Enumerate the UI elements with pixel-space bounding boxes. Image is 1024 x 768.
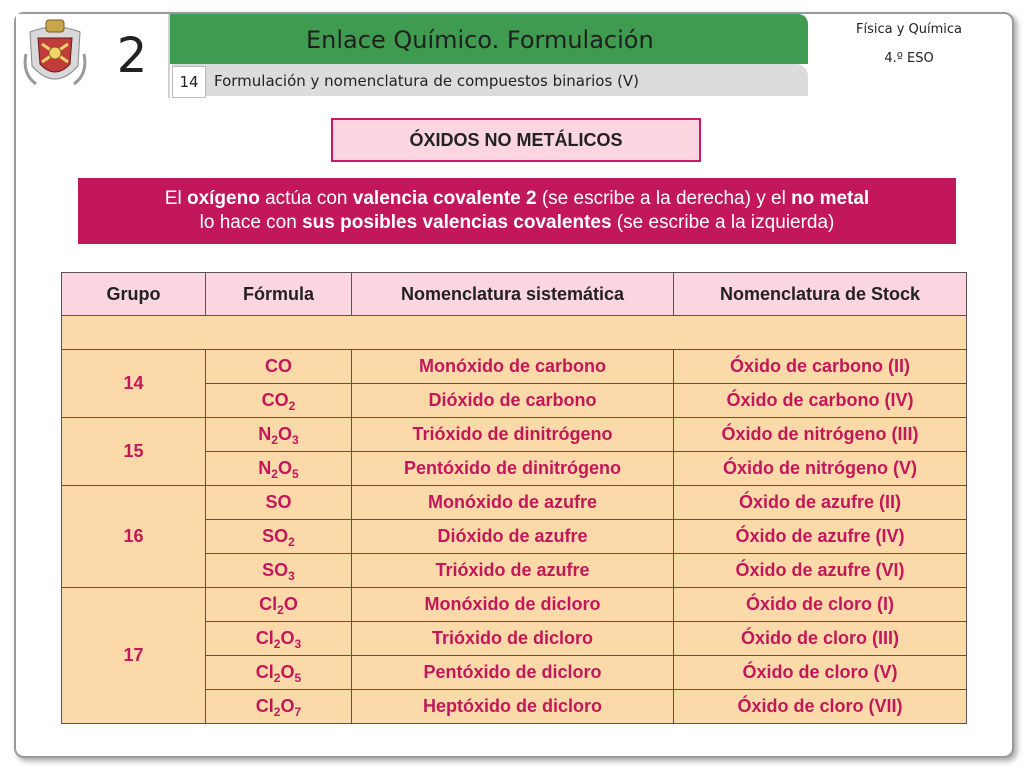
systematic-name-cell: Monóxido de carbono [352, 350, 674, 384]
level-label: 4.º ESO [884, 51, 934, 66]
systematic-name-cell: Pentóxido de dicloro [352, 656, 674, 690]
systematic-name-cell: Dióxido de carbono [352, 384, 674, 418]
info-part: lo hace con [199, 212, 303, 233]
group-cell: 15 [62, 418, 206, 486]
systematic-name-cell: Dióxido de azufre [352, 520, 674, 554]
info-bold: oxígeno [186, 188, 260, 209]
info-banner [78, 178, 956, 244]
stock-name-cell: Óxido de cloro (VII) [674, 690, 967, 724]
systematic-name-cell: Trióxido de dicloro [352, 622, 674, 656]
info-bold: no metal [791, 188, 870, 209]
systematic-name-cell: Pentóxido de dinitrógeno [352, 452, 674, 486]
info-part: (se escribe a la izquierda) [611, 212, 835, 233]
formula-cell: CO [206, 350, 352, 384]
formula-cell: $CO_2$ [206, 384, 352, 418]
stock-name-cell: Óxido de cloro (V) [674, 656, 967, 690]
table-row [62, 350, 967, 384]
formula-cell: $Cl_2O_3$ [206, 622, 352, 656]
formula-cell: $N_2O_3$ [206, 418, 352, 452]
section-title: ÓXIDOS NO METÁLICOS [331, 118, 701, 162]
systematic-name-cell: Monóxido de azufre [352, 486, 674, 520]
stock-name-cell: Óxido de carbono (IV) [674, 384, 967, 418]
formula-cell: $Cl_2O_5$ [206, 656, 352, 690]
table-body [62, 316, 967, 724]
table-row [62, 418, 967, 452]
lesson-number: 14 [172, 66, 206, 98]
stock-name-cell: Óxido de azufre (IV) [674, 520, 967, 554]
info-bold: sus posibles valencias covalentes [302, 212, 612, 233]
stock-name-cell: Óxido de nitrógeno (V) [674, 452, 967, 486]
oxides-table [61, 272, 967, 724]
table-row [62, 588, 967, 622]
school-crest-logo [16, 14, 94, 98]
systematic-name-cell: Trióxido de dinitrógeno [352, 418, 674, 452]
group-cell: 14 [62, 350, 206, 418]
lesson-title: Formulación y nomenclatura de compuestos binarios (V) [214, 72, 640, 90]
formula-cell: $SO_3$ [206, 554, 352, 588]
subject-label: Física y Química [855, 22, 963, 37]
info-part: El [164, 188, 187, 209]
header-group: Grupo [62, 273, 206, 316]
info-text [165, 187, 869, 235]
group-cell: 17 [62, 588, 206, 724]
stock-name-cell: Óxido de azufre (VI) [674, 554, 967, 588]
stock-name-cell: Óxido de cloro (I) [674, 588, 967, 622]
header-formula: Fórmula [206, 273, 352, 316]
page-title: Enlace Químico. Formulación [306, 26, 654, 54]
formula-cell: $Cl_2O_7$ [206, 690, 352, 724]
stock-name-cell: Óxido de azufre (II) [674, 486, 967, 520]
course-info [846, 22, 972, 66]
stock-name-cell: Óxido de carbono (II) [674, 350, 967, 384]
info-bold: valencia covalente 2 [352, 188, 537, 209]
table-header-row [62, 273, 967, 316]
unit-number: 2 [96, 14, 170, 98]
info-part: (se escribe a la derecha) y el [536, 188, 792, 209]
formula-cell: $SO_2$ [206, 520, 352, 554]
formula-cell: $Cl_2O$ [206, 588, 352, 622]
systematic-name-cell: Heptóxido de dicloro [352, 690, 674, 724]
group-cell: 16 [62, 486, 206, 588]
header-stock: Nomenclatura de Stock [674, 273, 967, 316]
info-part: actúa con [259, 188, 353, 209]
stock-name-cell: Óxido de cloro (III) [674, 622, 967, 656]
formula-cell: SO [206, 486, 352, 520]
header-systematic: Nomenclatura sistemática [352, 273, 674, 316]
systematic-name-cell: Monóxido de dicloro [352, 588, 674, 622]
stock-name-cell: Óxido de nitrógeno (III) [674, 418, 967, 452]
table-row [62, 486, 967, 520]
systematic-name-cell: Trióxido de azufre [352, 554, 674, 588]
formula-cell: $N_2O_5$ [206, 452, 352, 486]
